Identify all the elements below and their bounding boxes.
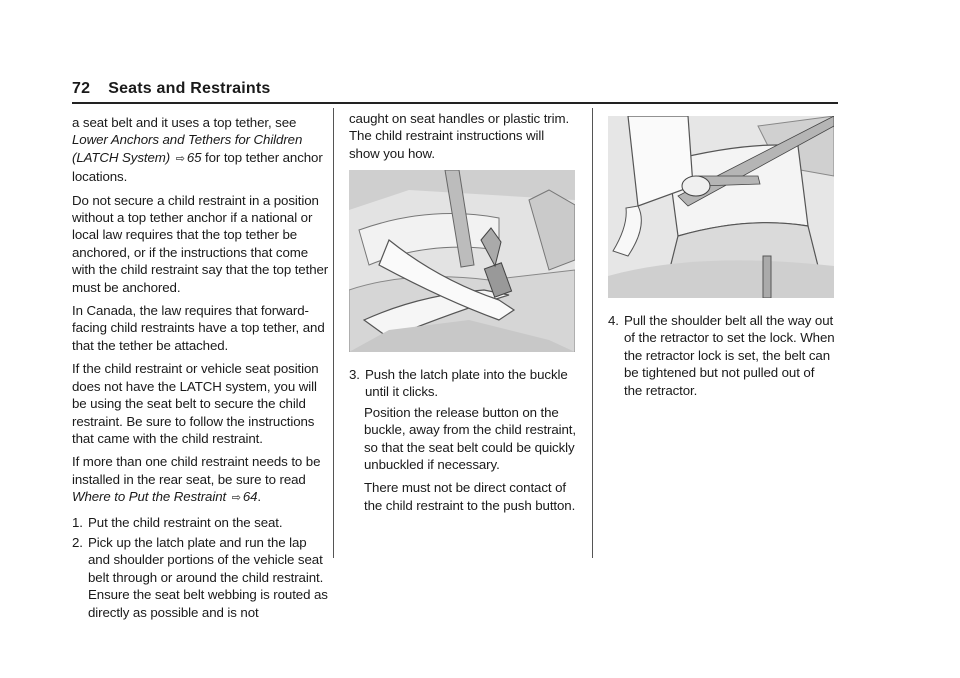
continued-text: caught on seat handles or plastic trim. The child restraint instructions will show you how.	[349, 111, 570, 161]
step-2: 2. Pick up the latch plate and run the lap and shoulder portions of the vehicle seat belt through or around the child restraint. Ensure the seat belt webbing is routed as directly as possible and is not	[72, 534, 328, 620]
step-4: 4. Pull the shoulder belt all the way out of the retractor to set the lock. When the retractor lock is set, the belt can be tightened but not pulled out of the retractor.	[608, 313, 835, 398]
page-ref-arrow-icon: ⇨	[175, 152, 185, 165]
column-divider	[333, 108, 334, 558]
paragraph-4: If the child restraint or vehicle seat position does not have the LATCH system, you will be using the seat belt to secure the child restraint. Be sure to follow the instructions that came with the child restraint.	[72, 361, 319, 446]
paragraph-1: a seat belt and it uses a top tether, see Lower Anchors and Tethers for Children (LATCH System) ⇨ 65 for top tether anchor locations.	[72, 115, 323, 185]
section-title: Seats and Restraints	[108, 80, 271, 97]
buckle-illustration	[349, 170, 575, 352]
page-ref[interactable]: 65	[186, 149, 202, 165]
page-header	[72, 80, 270, 98]
step-1: 1. Put the child restraint on the seat.	[72, 514, 283, 530]
step-3-note-1: Position the release button on the buckle, away from the child restraint, so that the seat belt could be quickly unbuckled if necessary.	[364, 404, 576, 473]
page-ref[interactable]: 64	[242, 489, 258, 505]
step-4-block	[608, 312, 836, 402]
paragraph-3: In Canada, the law requires that forward-facing child restraints have a top tether, and that the tether be attached.	[72, 303, 325, 353]
paragraph-2: Do not secure a child restraint in a position without a top tether anchor if a national or local law requires that the top tether be anchored, or if the instructions that come with the child restraint say that the top tether must be anchored.	[72, 192, 329, 295]
retractor-illustration	[608, 116, 834, 298]
step-3-note-2: There must not be direct contact of the child restraint to the push button.	[364, 480, 576, 513]
column-1	[72, 114, 330, 624]
column-divider	[592, 108, 593, 558]
paragraph-5: If more than one child restraint needs to be installed in the rear seat, be sure to read Where to Put the Restraint ⇨ 64.	[72, 454, 321, 505]
header-rule	[72, 102, 838, 104]
step-3: 3. Push the latch plate into the buckle until it clicks.	[349, 367, 568, 400]
link-latch-system[interactable]: Lower Anchors and Tethers for Children (LATCH System)	[72, 132, 303, 165]
step-3-block	[349, 366, 577, 520]
column-2	[349, 110, 577, 168]
page-ref-arrow-icon: ⇨	[231, 492, 241, 505]
link-where-to-put[interactable]: Where to Put the Restraint	[72, 489, 227, 505]
page-number: 72	[72, 80, 91, 97]
